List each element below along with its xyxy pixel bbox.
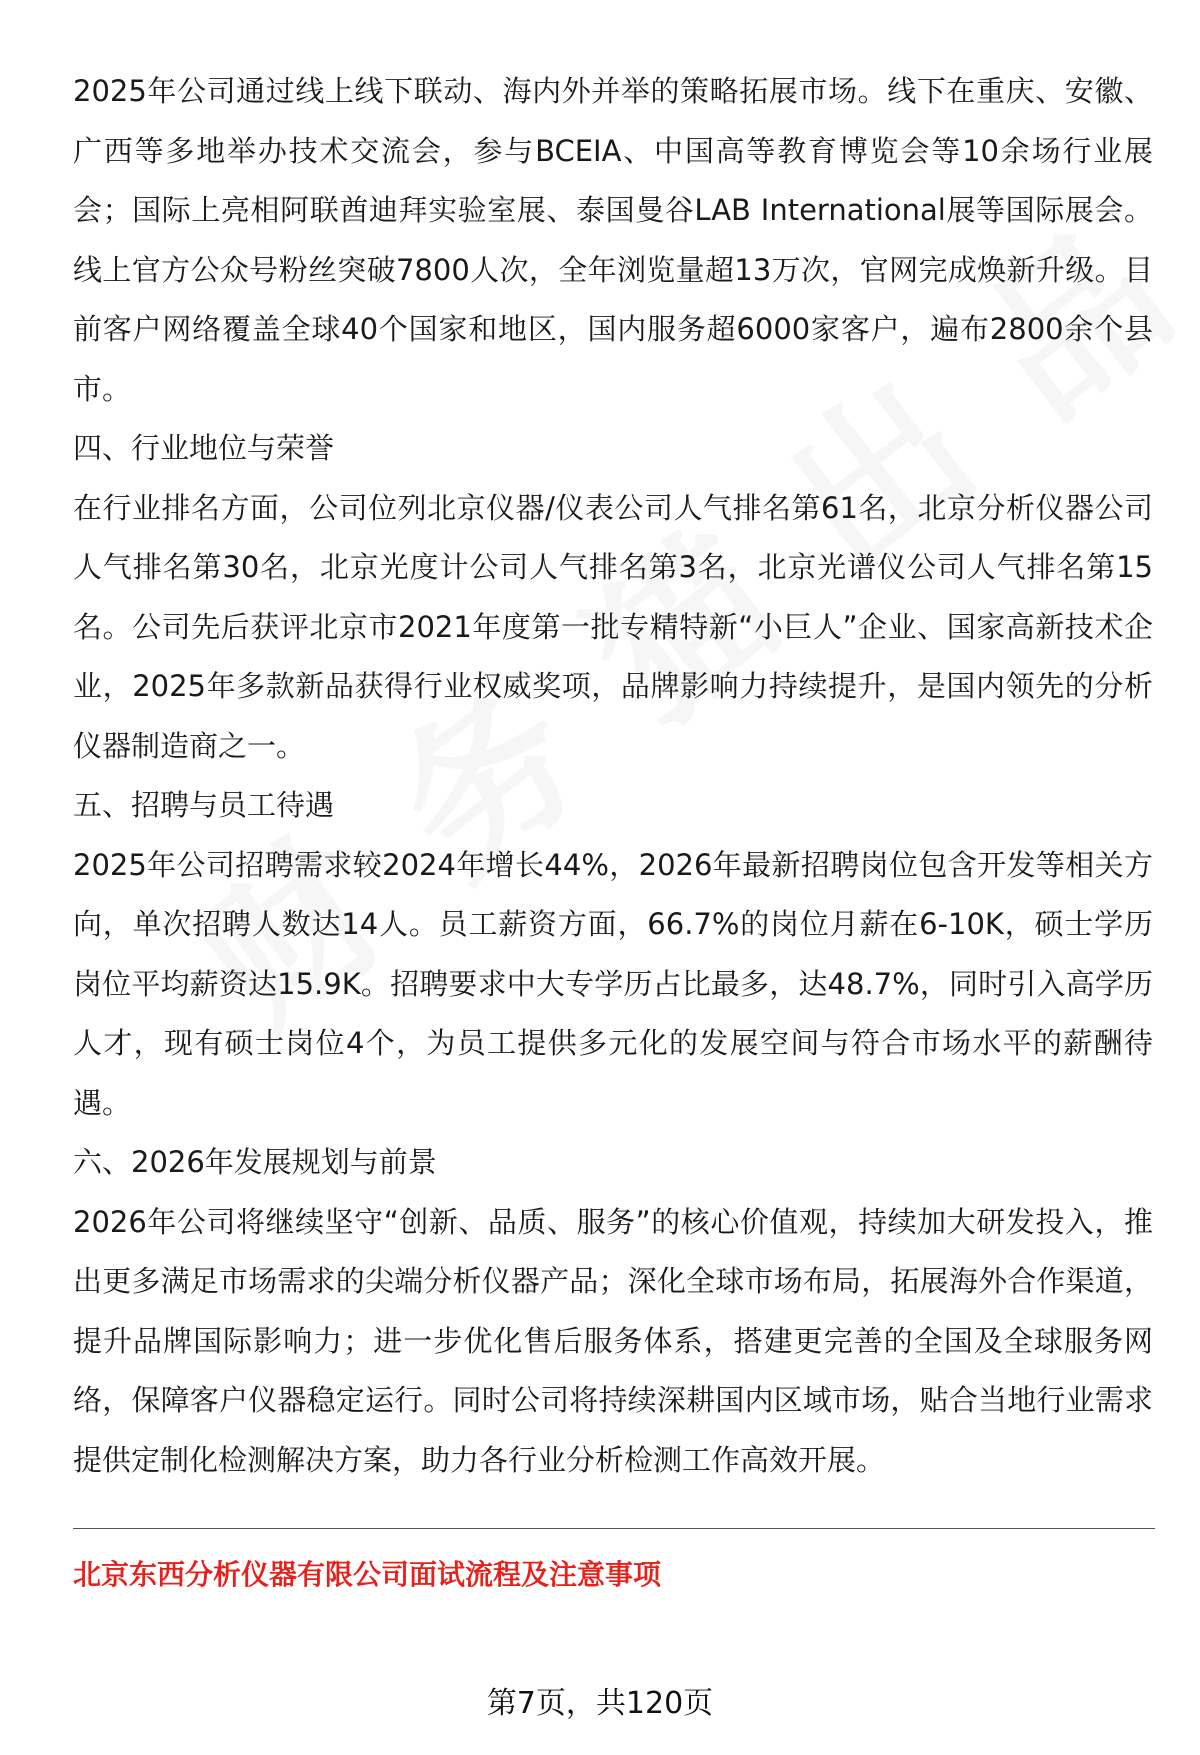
paragraph-plan: 2026年公司将继续坚守“创新、品质、服务”的核心价值观，持续加大研发投入，推出更多满足市场需求的尖端分析仪器产品；深化全球市场布局，拓展海外合作渠道，提升品牌国际影响力；进一步优化售后服务体系，搭建更完善的全国及全球服务网络，保障客户仪器稳定运行。同时公司将持续深耕国内区域市场，贴合当地行业需求提供定制化检测解决方案，助力各行业分析检测工作高效开展。 bbox=[73, 1204, 1153, 1477]
heading-industry-status: 四、行业地位与荣誉 bbox=[73, 431, 335, 465]
interview-process-link[interactable]: 北京东西分析仪器有限公司面试流程及注意事项 bbox=[73, 1558, 662, 1591]
page-number: 第7页，共120页 bbox=[486, 1686, 714, 1721]
paragraph-ranking: 在行业排名方面，公司位列北京仪器/仪表公司人气排名第61名，北京分析仪器公司人气排名第30名，北京光度计公司人气排名第3名，北京光谱仪公司人气排名第15名。公司先后获评北京市2021年度第一批专精特新“小巨人”企业、国家高新技术企业，2025年多款新品获得行业权威奖项，品牌影响力持续提升，是国内领先的分析仪器制造商之一。 bbox=[73, 490, 1153, 763]
paragraph-recruitment: 2025年公司招聘需求较2024年增长44%，2026年最新招聘岗位包含开发等相关方向，单次招聘人数达14人。员工薪资方面，66.7%的岗位月薪在6-10K，硕士学历岗位平均薪资达15.9K。招聘要求中大专学历占比最多，达48.7%，同时引入高学历人才，现有硕士岗位4个，为员工提供多元化的发展空间与符合市场水平的薪酬待遇。 bbox=[73, 847, 1153, 1120]
document-body bbox=[73, 62, 1153, 1490]
section-divider bbox=[73, 1528, 1155, 1529]
paragraph-market: 2025年公司通过线上线下联动、海内外并举的策略拓展市场。线下在重庆、安徽、广西等多地举办技术交流会，参与BCEIA、中国高等教育博览会等10余场行业展会；国际上亮相阿联酋迪拜实验室展、泰国曼谷LAB International展等国际展会。线上官方公众号粉丝突破7800人次，全年浏览量超13万次，官网完成焕新升级。目前客户网络覆盖全球40个国家和地区，国内服务超6000家客户，遍布2800余个县市。 bbox=[73, 74, 1153, 406]
heading-recruitment: 五、招聘与员工待遇 bbox=[73, 788, 335, 822]
heading-plan-2026: 六、2026年发展规划与前景 bbox=[73, 1145, 437, 1179]
